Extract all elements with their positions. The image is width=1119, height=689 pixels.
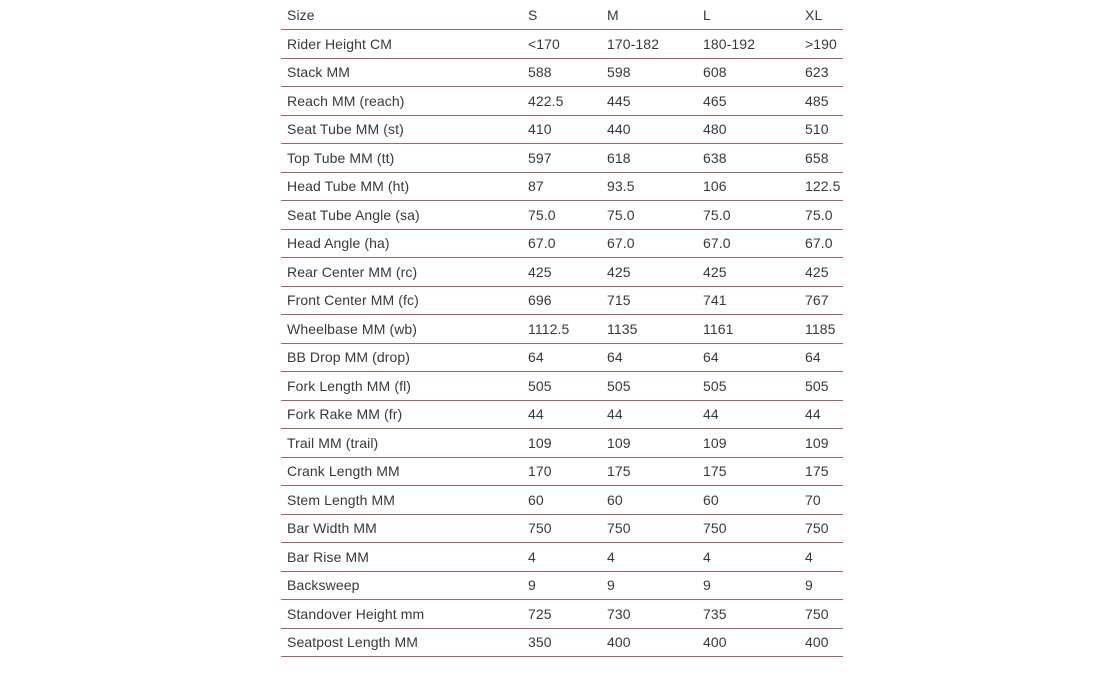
table-header [281, 0, 843, 30]
table-row [281, 571, 843, 600]
row-label: Front Center MM (fc) [281, 286, 528, 315]
row-value: 70 [805, 486, 843, 515]
row-label: Bar Width MM [281, 514, 528, 543]
row-value: 67.0 [703, 229, 805, 258]
row-value: 175 [607, 457, 703, 486]
row-value: 750 [805, 600, 843, 629]
table-row [281, 30, 843, 59]
table-row [281, 343, 843, 372]
row-value: 767 [805, 286, 843, 315]
row-value: 715 [607, 286, 703, 315]
row-value: 75.0 [607, 201, 703, 230]
row-value: 67.0 [607, 229, 703, 258]
row-label: Crank Length MM [281, 457, 528, 486]
row-value: 4 [607, 543, 703, 572]
row-value: 505 [607, 372, 703, 401]
row-value: 109 [703, 429, 805, 458]
row-value: 9 [607, 571, 703, 600]
row-value: 505 [528, 372, 607, 401]
row-value: 696 [528, 286, 607, 315]
row-label: Stem Length MM [281, 486, 528, 515]
row-value: 64 [528, 343, 607, 372]
row-label: Top Tube MM (tt) [281, 144, 528, 173]
row-value: 597 [528, 144, 607, 173]
table-row [281, 115, 843, 144]
row-value: 9 [703, 571, 805, 600]
row-value: 9 [805, 571, 843, 600]
table-row [281, 58, 843, 87]
table-body [281, 30, 843, 657]
column-header-s: S [528, 0, 607, 30]
row-value: 425 [805, 258, 843, 287]
row-label: Reach MM (reach) [281, 87, 528, 116]
column-header-size: Size [281, 0, 528, 30]
row-value: 93.5 [607, 172, 703, 201]
table-row [281, 628, 843, 657]
row-value: 623 [805, 58, 843, 87]
row-label: Standover Height mm [281, 600, 528, 629]
row-value: 60 [703, 486, 805, 515]
row-value: 1161 [703, 315, 805, 344]
row-value: 170 [528, 457, 607, 486]
row-value: 400 [607, 628, 703, 657]
row-value: 741 [703, 286, 805, 315]
row-value: 750 [805, 514, 843, 543]
row-value: 44 [805, 400, 843, 429]
row-value: 67.0 [805, 229, 843, 258]
row-value: 60 [528, 486, 607, 515]
table-row [281, 514, 843, 543]
row-value: 64 [805, 343, 843, 372]
row-value: 400 [805, 628, 843, 657]
row-label: Seat Tube Angle (sa) [281, 201, 528, 230]
row-label: BB Drop MM (drop) [281, 343, 528, 372]
row-value: 64 [607, 343, 703, 372]
row-value: 170-182 [607, 30, 703, 59]
row-label: Trail MM (trail) [281, 429, 528, 458]
row-value: 735 [703, 600, 805, 629]
row-value: 505 [703, 372, 805, 401]
row-value: 175 [805, 457, 843, 486]
row-value: 4 [528, 543, 607, 572]
row-value: 425 [703, 258, 805, 287]
row-value: 67.0 [528, 229, 607, 258]
table-row [281, 286, 843, 315]
table-row [281, 144, 843, 173]
row-label: Rider Height CM [281, 30, 528, 59]
row-value: 109 [607, 429, 703, 458]
table-row [281, 87, 843, 116]
column-header-l: L [703, 0, 805, 30]
row-label: Seatpost Length MM [281, 628, 528, 657]
row-value: 180-192 [703, 30, 805, 59]
table-row [281, 372, 843, 401]
row-value: 598 [607, 58, 703, 87]
row-value: 618 [607, 144, 703, 173]
row-value: 750 [607, 514, 703, 543]
row-label: Fork Rake MM (fr) [281, 400, 528, 429]
row-label: Backsweep [281, 571, 528, 600]
row-value: 425 [607, 258, 703, 287]
row-value: 400 [703, 628, 805, 657]
row-label: Rear Center MM (rc) [281, 258, 528, 287]
row-value: 510 [805, 115, 843, 144]
row-value: 4 [703, 543, 805, 572]
row-value: 175 [703, 457, 805, 486]
row-value: 422.5 [528, 87, 607, 116]
row-label: Head Angle (ha) [281, 229, 528, 258]
row-value: 75.0 [703, 201, 805, 230]
row-value: 485 [805, 87, 843, 116]
row-label: Fork Length MM (fl) [281, 372, 528, 401]
row-value: 638 [703, 144, 805, 173]
row-value: 87 [528, 172, 607, 201]
row-value: 465 [703, 87, 805, 116]
row-value: 505 [805, 372, 843, 401]
table-row [281, 600, 843, 629]
table-row [281, 486, 843, 515]
row-value: 750 [528, 514, 607, 543]
column-header-m: M [607, 0, 703, 30]
row-value: 44 [607, 400, 703, 429]
row-value: 122.5 [805, 172, 843, 201]
row-value: 440 [607, 115, 703, 144]
row-value: 109 [528, 429, 607, 458]
table-row [281, 258, 843, 287]
row-label: Stack MM [281, 58, 528, 87]
row-value: 106 [703, 172, 805, 201]
row-value: 425 [528, 258, 607, 287]
row-value: 109 [805, 429, 843, 458]
row-value: 445 [607, 87, 703, 116]
row-value: 44 [528, 400, 607, 429]
row-value: 44 [703, 400, 805, 429]
row-label: Head Tube MM (ht) [281, 172, 528, 201]
column-header-xl: XL [805, 0, 843, 30]
row-value: 588 [528, 58, 607, 87]
row-value: 608 [703, 58, 805, 87]
row-value: 75.0 [528, 201, 607, 230]
header-row [281, 0, 843, 30]
row-value: 725 [528, 600, 607, 629]
table-row [281, 400, 843, 429]
table-row [281, 429, 843, 458]
row-value: 658 [805, 144, 843, 173]
row-value: 750 [703, 514, 805, 543]
row-value: 60 [607, 486, 703, 515]
row-value: 1185 [805, 315, 843, 344]
geometry-table [281, 0, 843, 657]
table-row [281, 229, 843, 258]
row-value: >190 [805, 30, 843, 59]
row-label: Seat Tube MM (st) [281, 115, 528, 144]
table-row [281, 543, 843, 572]
row-label: Bar Rise MM [281, 543, 528, 572]
table-row [281, 201, 843, 230]
row-value: 480 [703, 115, 805, 144]
row-value: 410 [528, 115, 607, 144]
row-value: 4 [805, 543, 843, 572]
row-value: 75.0 [805, 201, 843, 230]
table-row [281, 315, 843, 344]
row-value: <170 [528, 30, 607, 59]
row-value: 350 [528, 628, 607, 657]
row-value: 64 [703, 343, 805, 372]
row-value: 9 [528, 571, 607, 600]
row-value: 1135 [607, 315, 703, 344]
row-label: Wheelbase MM (wb) [281, 315, 528, 344]
table-row [281, 172, 843, 201]
table-row [281, 457, 843, 486]
row-value: 730 [607, 600, 703, 629]
row-value: 1112.5 [528, 315, 607, 344]
